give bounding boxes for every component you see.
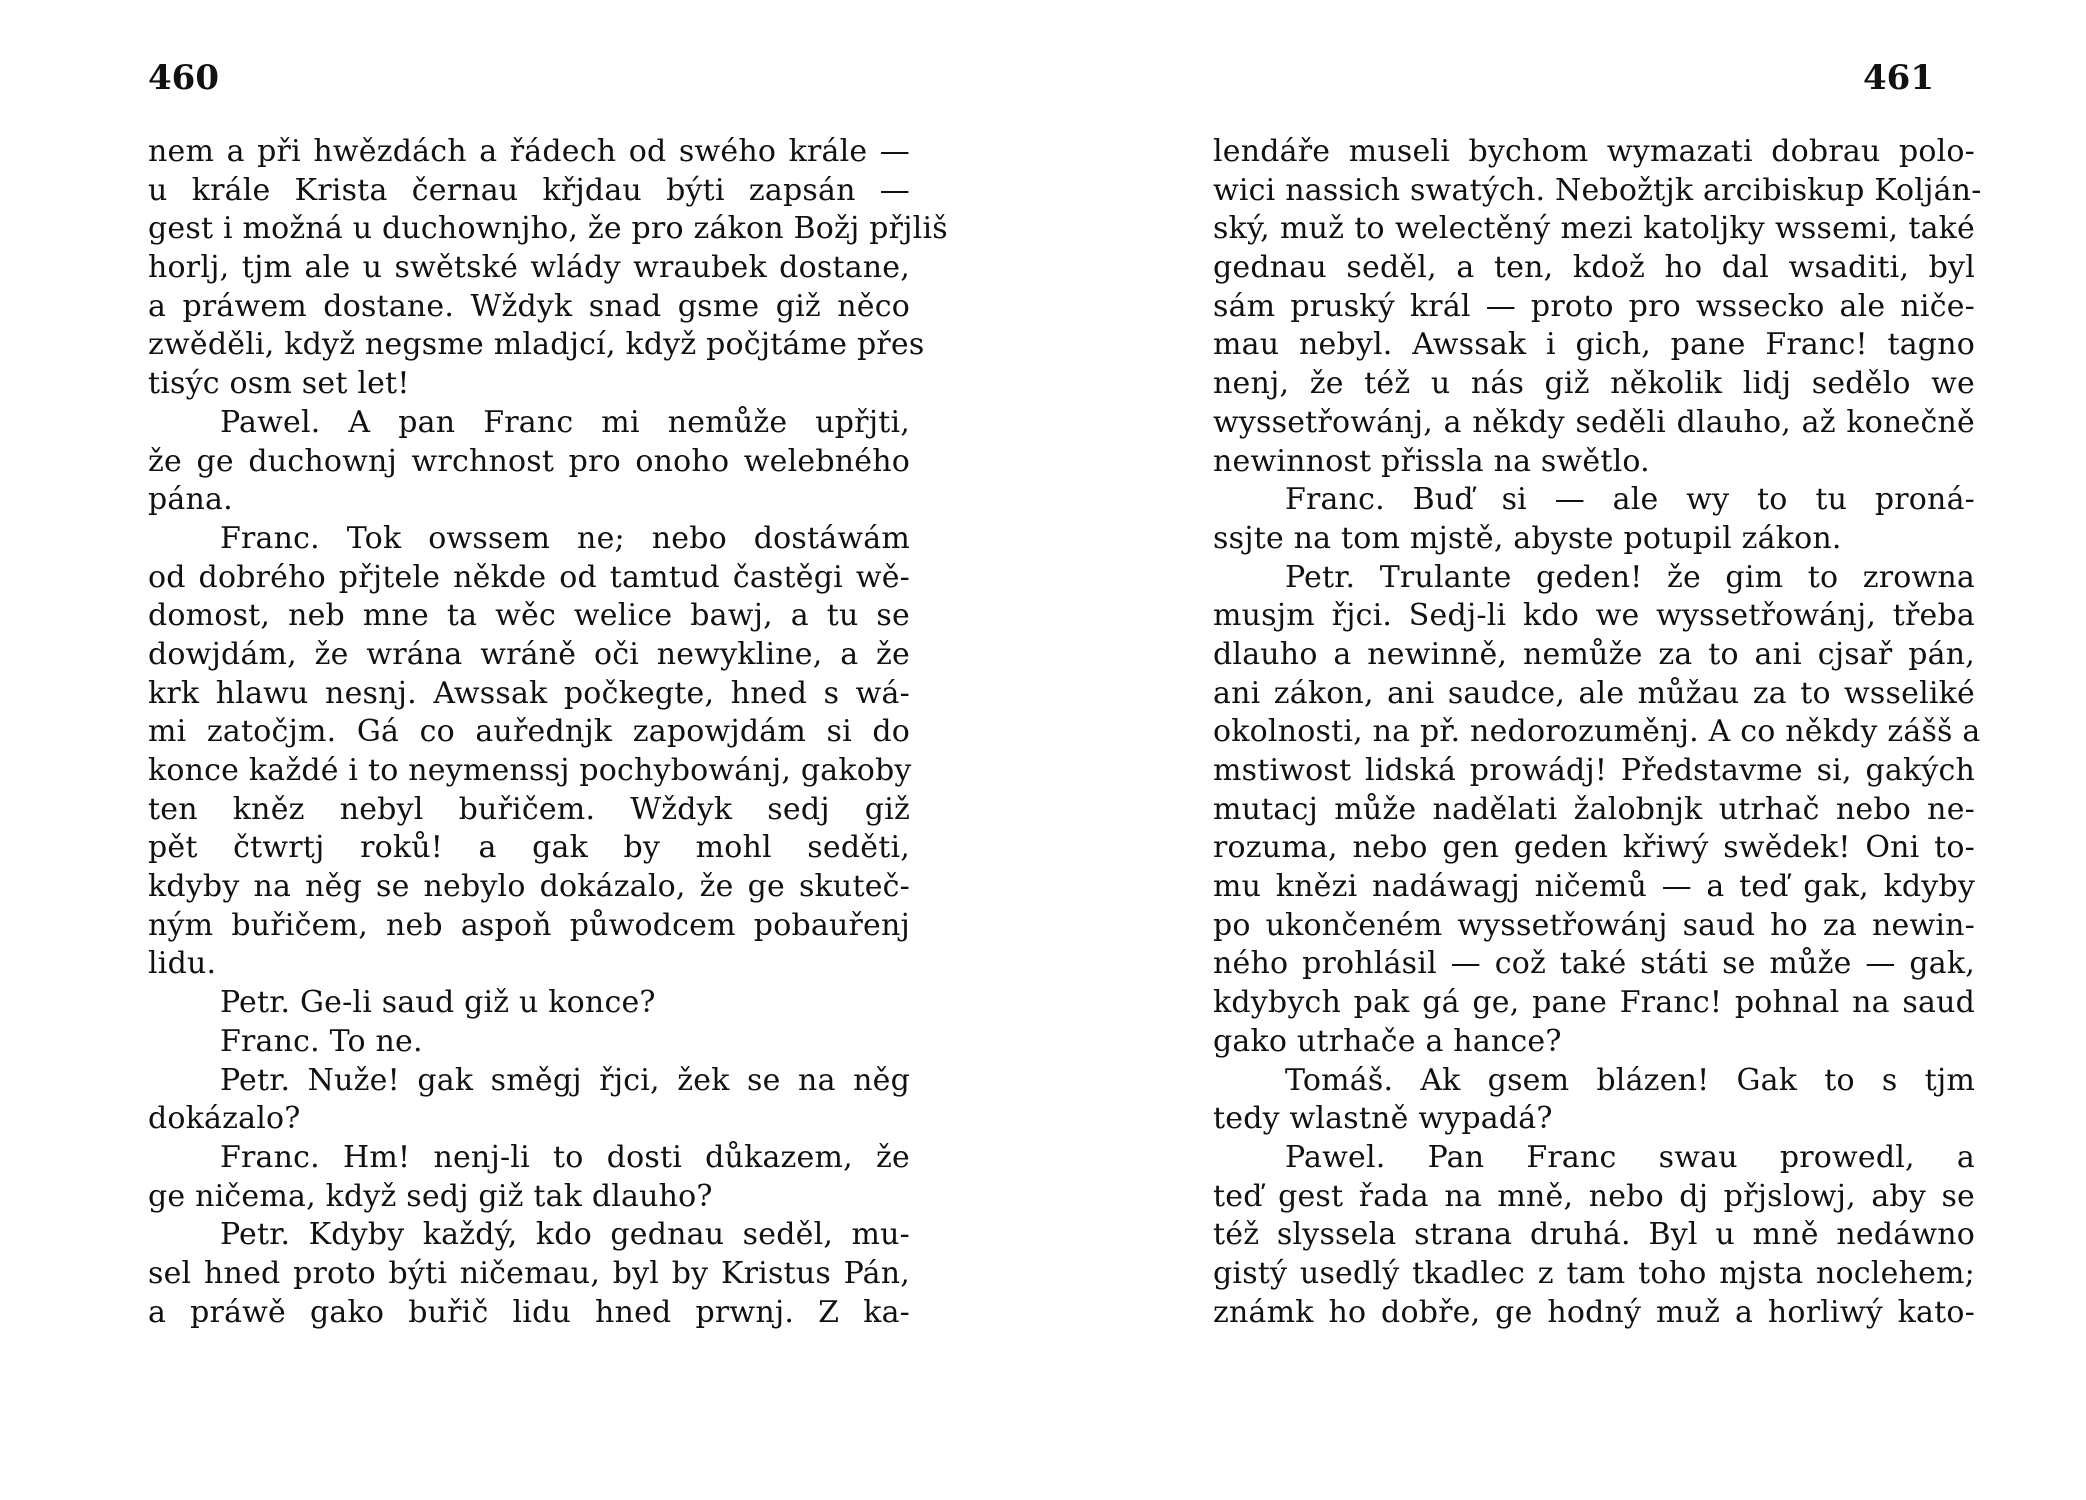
text-line: lendáře museli bychom wymazati dobrau polo- <box>1213 134 1975 169</box>
text-line: Franc. Hm! nenj-li to dosti důkazem, že <box>220 1139 910 1175</box>
text-block <box>1213 133 1982 1332</box>
text-line: domost, neb mne ta wěc welice bawj, a tu se <box>148 598 910 634</box>
text-line: po ukončeném wyssetřowánj saud ho za newin- <box>1213 907 1975 943</box>
text-line: gako utrhače a hance? <box>1213 1023 1562 1059</box>
text-line: dowjdám, že wrána wráně oči newykline, a že <box>148 636 910 672</box>
text-line: Petr. Ge-li saud giž u konce? <box>220 985 656 1021</box>
page-number: 460 <box>148 58 219 98</box>
text-line: mau nebyl. Awssak i gich, pane Franc! tagno <box>1213 327 1975 363</box>
text-line: od dobrého přjtele někde od tamtud častěgi wě- <box>148 559 910 595</box>
text-line: ge ničema, když sedj giž tak dlauho? <box>148 1178 713 1214</box>
text-line: gest i možná u duchownjho, že pro zákon Božj přjliš <box>148 211 948 247</box>
text-line: mi zatočjm. Gá co auřednjk zapowjdám si do <box>148 714 910 750</box>
text-line: Petr. Nuže! gak směgj řjci, žek se na něg <box>220 1062 910 1098</box>
text-line: pána. <box>148 482 233 518</box>
text-line: gistý usedlý tkadlec z tam toho mjsta noclehem; <box>1213 1255 1975 1291</box>
text-line: kdybych pak gá ge, pane Franc! pohnal na saud <box>1213 985 1975 1021</box>
text-line: dokázalo? <box>148 1101 301 1137</box>
text-line: sel hned proto býti ničemau, byl by Kristus Pán, <box>148 1255 910 1291</box>
text-line: pět čtwrtj roků! a gak by mohl seděti, <box>148 830 910 866</box>
text-line: že ge duchownj wrchnost pro onoho welebného <box>148 443 910 479</box>
text-line: krk hlawu nesnj. Awssak počkegte, hned s wá- <box>148 675 910 711</box>
text-line: newinnost přissla na swětlo. <box>1213 443 1650 479</box>
text-line: ani zákon, ani saudce, ale můžau za to wsseliké <box>1213 675 1975 711</box>
text-line: Pawel. A pan Franc mi nemůže upřjti, <box>220 404 910 440</box>
text-line: tedy wlastně wypadá? <box>1213 1101 1553 1137</box>
page-number: 461 <box>1863 58 1934 98</box>
text-line: nem a při hwězdách a řádech od swého krále — <box>148 134 910 169</box>
text-line: dlauho a newinně, nemůže za to ani cjsař pán, <box>1213 636 1975 672</box>
text-line: wici nassich swatých. Nebožtjk arcibiskup Kolján- <box>1213 172 1982 208</box>
text-line: Franc. Tok owssem ne; nebo dostáwám <box>220 520 910 556</box>
text-line: mu knězi nadáwagj ničemů — a teď gak, kdyby <box>1213 869 1975 905</box>
text-line: wyssetřowánj, a někdy seděli dlauho, až konečně <box>1213 404 1975 440</box>
text-line: zwěděli, když negsme mladjcí, když počjtáme přes <box>148 327 925 363</box>
text-line: Pawel. Pan Franc swau prowedl, a <box>1285 1139 1975 1175</box>
text-line: teď gest řada na mně, nebo dj přjslowj, aby se <box>1213 1178 1975 1214</box>
text-line: musjm řjci. Sedj-li kdo we wyssetřowánj, třeba <box>1213 598 1975 634</box>
text-line: a práwem dostane. Wždyk snad gsme giž něco <box>148 288 910 324</box>
text-line: sám pruský král — proto pro wssecko ale niče- <box>1213 288 1975 324</box>
text-line: Petr. Kdyby každý, kdo gednau seděl, mu- <box>220 1217 910 1253</box>
text-line: ným buřičem, neb aspoň půwodcem pobauřenj <box>148 907 910 943</box>
text-line: mstiwost lidská prowádj! Představme si, gakých <box>1213 753 1975 788</box>
text-line: Petr. Trulante geden! že gim to zrowna <box>1285 559 1975 595</box>
text-line: ský, muž to welectěný mezi katoljky wssemi, také <box>1213 211 1975 247</box>
text-line: ného prohlásil — což také státi se může — gak, <box>1213 946 1975 982</box>
text-line: u krále Krista černau křjdau býti zapsán — <box>148 172 910 208</box>
text-line: nenj, že též u nás giž několik lidj sedělo we <box>1213 366 1975 402</box>
text-line: známk ho dobře, ge hodný muž a horliwý kato- <box>1213 1294 1975 1330</box>
text-block <box>148 133 948 1332</box>
text-line: okolnosti, na př. nedorozuměnj. A co někdy zášš a <box>1213 714 1981 750</box>
text-line: Franc. To ne. <box>220 1023 423 1059</box>
text-line: Franc. Buď si — ale wy to tu proná- <box>1285 482 1975 518</box>
text-line: rozuma, nebo gen geden křiwý swědek! Oni to- <box>1213 830 1975 866</box>
text-line: též slyssela strana druhá. Byl u mně nedáwno <box>1213 1217 1975 1253</box>
text-line: ten kněz nebyl buřičem. Wždyk sedj giž <box>148 791 910 827</box>
text-line: ssjte na tom mjstě, abyste potupil zákon. <box>1213 520 1842 556</box>
text-line: horlj, tjm ale u swětské wlády wraubek dostane, <box>148 250 910 286</box>
text-line: Tomáš. Ak gsem blázen! Gak to s tjm <box>1285 1062 1975 1098</box>
text-line: lidu. <box>148 946 217 982</box>
text-line: a práwě gako buřič lidu hned prwnj. Z ka- <box>148 1294 910 1330</box>
text-line: mutacj může nadělati žalobnjk utrhač nebo ne- <box>1213 791 1975 827</box>
text-line: konce každé i to neymenssj pochybowánj, gakoby <box>148 753 912 788</box>
text-line: kdyby na něg se nebylo dokázalo, že ge skuteč- <box>148 869 910 905</box>
text-line: gednau seděl, a ten, kdož ho dal wsaditi, byl <box>1213 250 1975 286</box>
text-line: tisýc osm set let! <box>148 366 410 402</box>
